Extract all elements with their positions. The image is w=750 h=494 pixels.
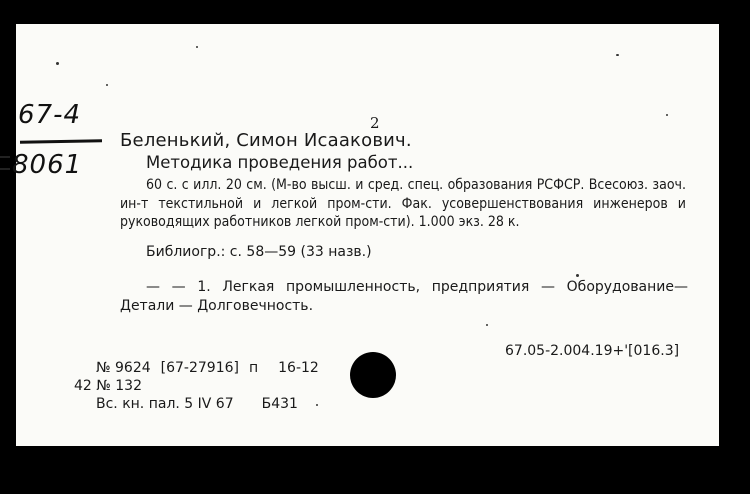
chamber-stamp: Вс. кн. пал. 5 IV 67 — [96, 396, 234, 412]
record-number: № 9624 — [96, 360, 151, 376]
shelf-mark-bottom: 8061 — [12, 150, 83, 180]
classification-index: 67.05-2.004.19+'[016.3] — [505, 343, 680, 359]
punch-hole — [350, 352, 396, 398]
record-date: 16-12 — [278, 360, 319, 376]
record-line-1 — [96, 360, 319, 376]
bibliography-note: Библиогр.: с. 58—59 (33 назв.) — [146, 244, 372, 260]
record-code: [67-27916] — [160, 360, 239, 376]
description-text: 60 с. с илл. 20 см. (М-во высш. и сред. спец. образования РСФСР. Всесоюз. заоч. ин-т текстильной и легкой пром-сти. Фак. усовершенствования инженеров и руководящих работников легкой пром-сти). 1.000 экз. 28 к. — [120, 177, 686, 230]
record-suffix: п — [248, 360, 259, 376]
bibliographic-description — [120, 176, 686, 232]
author-heading: Беленький, Симон Исаакович. — [120, 130, 412, 151]
book-title: Методика проведения работ... — [146, 153, 414, 172]
edge-tick-marks — [0, 156, 10, 170]
page-number: 2 — [370, 114, 380, 132]
shelf-mark-top: 67-4 — [18, 100, 82, 130]
subjects-text: — — 1. Легкая промышленность, предприятия — Оборудование— Детали — Долговечность. — [120, 279, 688, 314]
order-code: Б431 — [261, 396, 298, 412]
record-line-3 — [96, 396, 298, 412]
record-line-2: 42 № 132 — [74, 378, 142, 394]
subject-headings — [120, 278, 688, 316]
